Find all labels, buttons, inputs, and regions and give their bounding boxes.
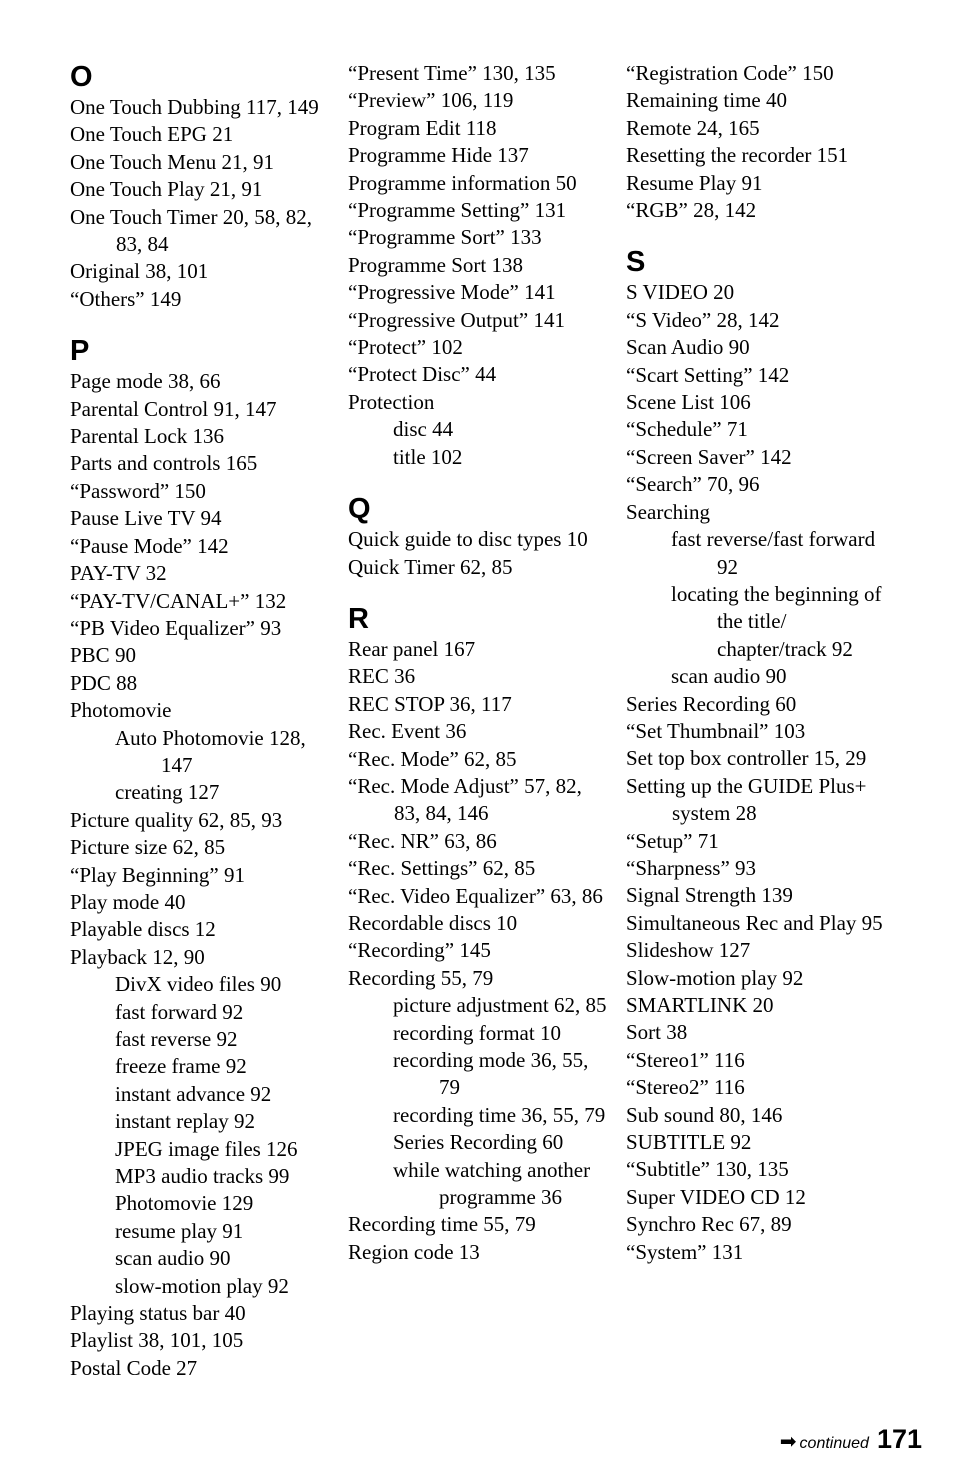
index-entry: Original 38, 101	[70, 259, 209, 284]
index-entry: Page mode 38, 66	[70, 369, 221, 394]
index-subentry: recording format 10	[393, 1020, 561, 1045]
index-column-1	[70, 60, 325, 1382]
index-entry: “Programme Setting” 131	[348, 198, 567, 223]
index-entry: Synchro Rec 67, 89	[626, 1212, 792, 1237]
index-subentry: instant advance 92	[115, 1081, 272, 1106]
index-entry: Playable discs 12	[70, 917, 216, 942]
index-entry: “Protect Disc” 44	[348, 362, 497, 387]
index-entry: Slideshow 127	[626, 938, 751, 963]
index-entry: Super VIDEO CD 12	[626, 1184, 806, 1209]
section-letter: R	[348, 602, 369, 635]
index-entry: Recording time 55, 79	[348, 1212, 536, 1237]
index-entry: REC STOP 36, 117	[348, 691, 512, 716]
index-entry: “Protect” 102	[348, 335, 463, 360]
index-entry: “Registration Code” 150	[626, 61, 834, 85]
section-letter: O	[70, 61, 93, 93]
index-entry: Searching	[626, 499, 710, 524]
index-entry: “Screen Saver” 142	[626, 444, 792, 469]
index-entry: Quick guide to disc types 10	[348, 527, 588, 552]
index-entry: “Programme Sort” 133	[348, 225, 542, 250]
index-entry: REC 36	[348, 664, 416, 689]
index-entry: Pause Live TV 94	[70, 506, 222, 531]
section-letter: P	[70, 335, 90, 368]
index-entry: One Touch Menu 21, 91	[70, 149, 275, 174]
index-entry: PAY-TV 32	[70, 561, 167, 586]
index-entry: Protection	[348, 389, 435, 414]
index-subentry: instant replay 92	[115, 1109, 255, 1134]
index-entry: “Password” 150	[70, 478, 206, 503]
index-entry: SMARTLINK 20	[626, 993, 774, 1017]
index-entry: Play mode 40	[70, 889, 186, 914]
index-subentry: while watching another programme 36	[393, 1157, 591, 1210]
index-entry: Postal Code 27	[70, 1355, 198, 1380]
index-entry: Resume Play 91	[626, 170, 763, 195]
index-entry: “Scart Setting” 142	[626, 362, 790, 387]
index-subentry: picture adjustment 62, 85	[393, 993, 607, 1018]
index-entry: PBC 90	[70, 643, 136, 668]
index-subentry: fast reverse 92	[115, 1027, 238, 1051]
index-entry: Rear panel 167	[348, 636, 476, 661]
index-entry: Rec. Event 36	[348, 719, 467, 744]
index-entry: Slow-motion play 92	[626, 965, 804, 990]
index-entry: Recordable discs 10	[348, 910, 518, 935]
index-subentry: recording time 36, 55, 79	[393, 1102, 606, 1127]
index-entry: Parental Control 91, 147	[70, 396, 277, 421]
index-entry: Series Recording 60	[626, 691, 797, 716]
index-entry: “Setup” 71	[626, 828, 719, 853]
index-entry: Simultaneous Rec and Play 95	[626, 910, 883, 935]
index-entry: “Stereo1” 116	[626, 1047, 745, 1072]
index-entry: “Schedule” 71	[626, 417, 748, 442]
index-entry: One Touch Play 21, 91	[70, 177, 263, 202]
index-entry: “Rec. Settings” 62, 85	[348, 856, 536, 881]
index-subentry: scan audio 90	[671, 664, 787, 689]
index-entry: “Play Beginning” 91	[70, 862, 245, 887]
index-entry: “PB Video Equalizer” 93	[70, 615, 282, 640]
index-entry: Signal Strength 139	[626, 883, 793, 908]
index-entry: Photomovie	[70, 698, 172, 723]
index-subentry: locating the beginning of the title/ chapter/track 92	[671, 581, 882, 661]
index-subentry: freeze frame 92	[115, 1054, 247, 1079]
index-entry: “S Video” 28, 142	[626, 307, 780, 332]
page-footer	[780, 1424, 922, 1455]
index-entry: Resetting the recorder 151	[626, 143, 849, 168]
page-number: 171	[876, 1424, 922, 1454]
index-subentry: fast forward 92	[115, 999, 244, 1024]
index-entry: Scan Audio 90	[626, 335, 750, 360]
right-arrow-icon: ➡	[779, 1429, 797, 1453]
index-subentry: Series Recording 60	[393, 1130, 564, 1155]
index-entry: Recording 55, 79	[348, 965, 494, 990]
index-subentry: Auto Photomovie 128, 147	[115, 725, 306, 777]
index-entry: Program Edit 118	[348, 115, 497, 140]
index-entry: Region code 13	[348, 1239, 480, 1264]
index-entry: “Rec. Video Equalizer” 63, 86	[348, 883, 603, 908]
index-entry: “Rec. NR” 63, 86	[348, 828, 497, 853]
index-entry: Programme information 50	[348, 170, 577, 195]
index-entry: “Recording” 145	[348, 938, 491, 963]
index-entry: “PAY-TV/CANAL+” 132	[70, 588, 287, 613]
index-entry: SUBTITLE 92	[626, 1130, 752, 1155]
index-entry: Playlist 38, 101, 105	[70, 1328, 244, 1353]
index-entry: S VIDEO 20	[626, 280, 735, 305]
index-entry: Sort 38	[626, 1020, 688, 1045]
index-entry: Remote 24, 165	[626, 115, 760, 140]
index-entry: “Rec. Mode Adjust” 57, 82, 83, 84, 146	[348, 773, 582, 826]
index-entry: “Search” 70, 96	[626, 472, 760, 497]
index-entry: “Present Time” 130, 135	[348, 61, 556, 85]
index-entry: “Subtitle” 130, 135	[626, 1157, 789, 1182]
index-entry: Sub sound 80, 146	[626, 1102, 783, 1127]
index-subentry: disc 44	[393, 417, 454, 442]
index-entry: Parental Lock 136	[70, 424, 224, 449]
index-entry: “System” 131	[626, 1239, 744, 1264]
index-entry: PDC 88	[70, 670, 138, 695]
index-subentry: slow-motion play 92	[115, 1273, 289, 1298]
index-entry: “Stereo2” 116	[626, 1075, 745, 1100]
index-entry: “Rec. Mode” 62, 85	[348, 746, 517, 771]
index-subentry: DivX video files 90	[115, 972, 282, 997]
index-entry: “Progressive Mode” 141	[348, 280, 556, 305]
index-entry: Programme Hide 137	[348, 143, 529, 168]
index-subentry: MP3 audio tracks 99	[115, 1164, 290, 1189]
index-subentry: title 102	[393, 444, 463, 469]
index-subentry: Photomovie 129	[115, 1191, 254, 1216]
index-entry: One Touch Timer 20, 58, 82, 83, 84	[70, 204, 312, 257]
index-entry: Quick Timer 62, 85	[348, 554, 513, 579]
index-subentry: recording mode 36, 55, 79	[393, 1048, 589, 1100]
index-entry: Scene List 106	[626, 390, 751, 415]
index-entry: “RGB” 28, 142	[626, 198, 757, 223]
index-entry: One Touch Dubbing 117, 149	[70, 95, 319, 119]
index-subentry: resume play 91	[115, 1218, 244, 1243]
index-entry: Parts and controls 165	[70, 451, 258, 476]
continued-label: continued	[799, 1435, 869, 1452]
index-entry: “Sharpness” 93	[626, 855, 757, 880]
index-column-3	[626, 60, 888, 1266]
index-subentry: fast reverse/fast forward 92	[671, 527, 876, 579]
section-letter: S	[626, 246, 646, 279]
index-entry: “Pause Mode” 142	[70, 533, 229, 558]
index-entry: Playback 12, 90	[70, 944, 205, 969]
index-entry: One Touch EPG 21	[70, 122, 234, 147]
index-entry: “Set Thumbnail” 103	[626, 718, 806, 743]
index-entry: “Others” 149	[70, 286, 182, 311]
index-entry: Remaining time 40	[626, 88, 787, 113]
index-column-2	[348, 60, 610, 1266]
index-entry: Programme Sort 138	[348, 252, 523, 277]
index-entry: Set top box controller 15, 29	[626, 746, 867, 771]
index-entry: Picture quality 62, 85, 93	[70, 807, 283, 832]
index-subentry: scan audio 90	[115, 1246, 231, 1271]
index-entry: Picture size 62, 85	[70, 835, 226, 860]
index-subentry: creating 127	[115, 780, 220, 805]
index-entry: Playing status bar 40	[70, 1301, 246, 1326]
index-entry: “Preview” 106, 119	[348, 88, 514, 113]
index-entry: “Progressive Output” 141	[348, 307, 565, 332]
section-letter: Q	[348, 493, 371, 526]
index-entry: Setting up the GUIDE Plus+ system 28	[626, 773, 867, 826]
index-subentry: JPEG image files 126	[115, 1136, 298, 1161]
